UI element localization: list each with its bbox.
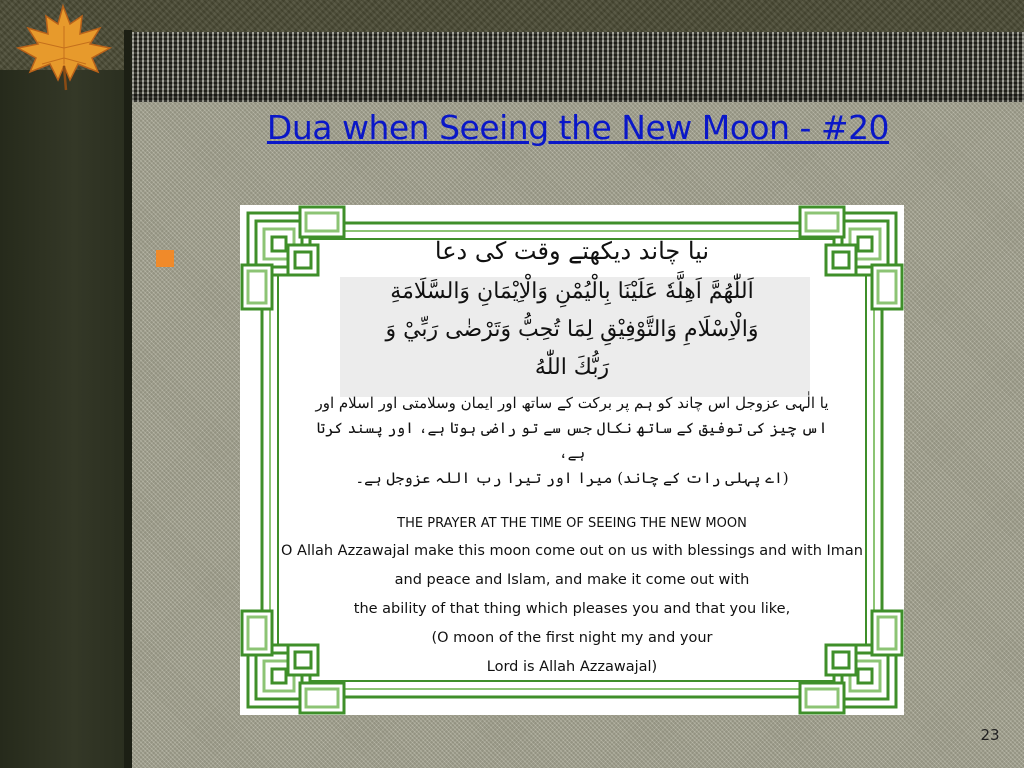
arabic-line-3: رَبُّكَ اللّٰهُ <box>534 355 610 380</box>
prayer-image <box>240 205 904 715</box>
english-line-2: and peace and Islam, and make it come out with <box>394 572 750 588</box>
urdu-translation-line-2: اس چیز کی توفیق کے ساتھ نکال جس سے تو راضی ہوتا ہے، اور پسند کرتا ہے، <box>316 419 828 462</box>
slide-number: 23 <box>980 726 1000 744</box>
arabic-line-1: اَللّٰهُمَّ اَهِلَّهٗ عَلَيْنَا بِالْيُمْنِ وَالْاِيْمَانِ وَالسَّلَامَةِ <box>390 279 754 304</box>
left-rail <box>0 70 124 768</box>
left-rail-edge <box>124 30 132 768</box>
arabic-line-2: وَالْاِسْلَامِ وَالتَّوْفِيْقِ لِمَا تُحِبُّ وَتَرْضٰى رَبِّيْ وَ <box>385 317 759 342</box>
english-line-1: O Allah Azzawajal make this moon come out on us with blessings and with Iman <box>281 543 863 559</box>
english-line-3: the ability of that thing which pleases you and that you like, <box>353 601 791 617</box>
bullet-marker <box>156 250 174 267</box>
urdu-translation-line-1: یا الٰہی عزوجل اس چاند کو ہم پر برکت کے ساتھ اور ایمان وسلامتی اور اسلام اور <box>315 394 829 412</box>
english-heading: THE PRAYER AT THE TIME OF SEEING THE NEW MOON <box>397 516 747 531</box>
urdu-translation-line-3: (اے پہلی رات کے چاند) میرا اور تیرا رب اللہ عزوجل ہے۔ <box>355 469 789 487</box>
slide-title: Dua when Seeing the New Moon - #20 <box>266 108 890 147</box>
urdu-heading: نیا چاند دیکھتے وقت کی دعا <box>434 237 710 265</box>
urdu-arabic-section <box>310 235 834 491</box>
maple-leaf-icon <box>8 2 118 92</box>
english-line-4: (O moon of the first night my and your <box>431 630 713 646</box>
english-line-5: Lord is Allah Azzawajal) <box>486 659 658 675</box>
english-translation-section <box>240 511 904 682</box>
top-decorative-band <box>132 32 1024 102</box>
